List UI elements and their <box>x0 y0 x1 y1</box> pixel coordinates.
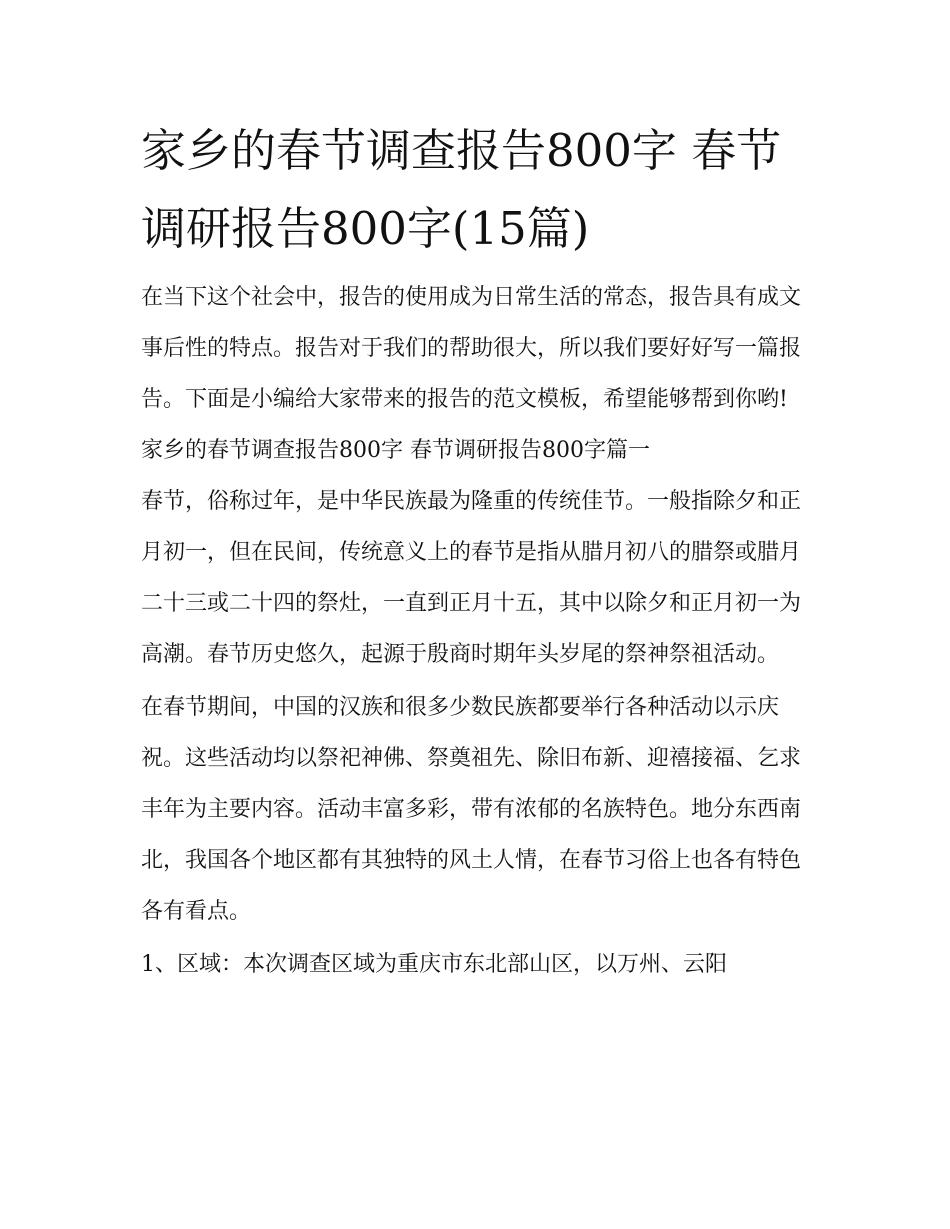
document-body <box>141 112 821 990</box>
body-paragraph-2: 在春节期间，中国的汉族和很多少数民族都要举行各种活动以示庆祝。这些活动均以祭祀神佛、祭奠祖先、除旧布新、迎禧接福、乞求丰年为主要内容。活动丰富多彩，带有浓郁的名族特色。地分东西南北，我国各个地区都有其独特的风土人情，在春节习俗上也各有特色各有看点。 <box>141 695 802 924</box>
section-heading: 家乡的春节调查报告800字 春节调研报告800字篇一 <box>141 438 650 463</box>
body-paragraph-3: 1、区域：本次调查区域为重庆市东北部山区，以万州、云阳 <box>141 952 727 977</box>
intro-paragraph: 在当下这个社会中，报告的使用成为日常生活的常态，报告具有成文事后性的特点。报告对于我们的帮助很大，所以我们要好好写一篇报告。下面是小编给大家带来的报告的范文模板，希望能够帮到你哟! <box>141 285 802 412</box>
body-paragraph-1: 春节，俗称过年，是中华民族最为隆重的传统佳节。一般指除夕和正月初一，但在民间，传统意义上的春节是指从腊月初八的腊祭或腊月二十三或二十四的祭灶，一直到正月十五，其中以除夕和正月初一为高潮。春节历史悠久，起源于殷商时期年头岁尾的祭神祭祖活动。 <box>141 489 802 667</box>
document-title: 家乡的春节调查报告800字 春节调研报告800字(15篇) <box>141 124 782 255</box>
